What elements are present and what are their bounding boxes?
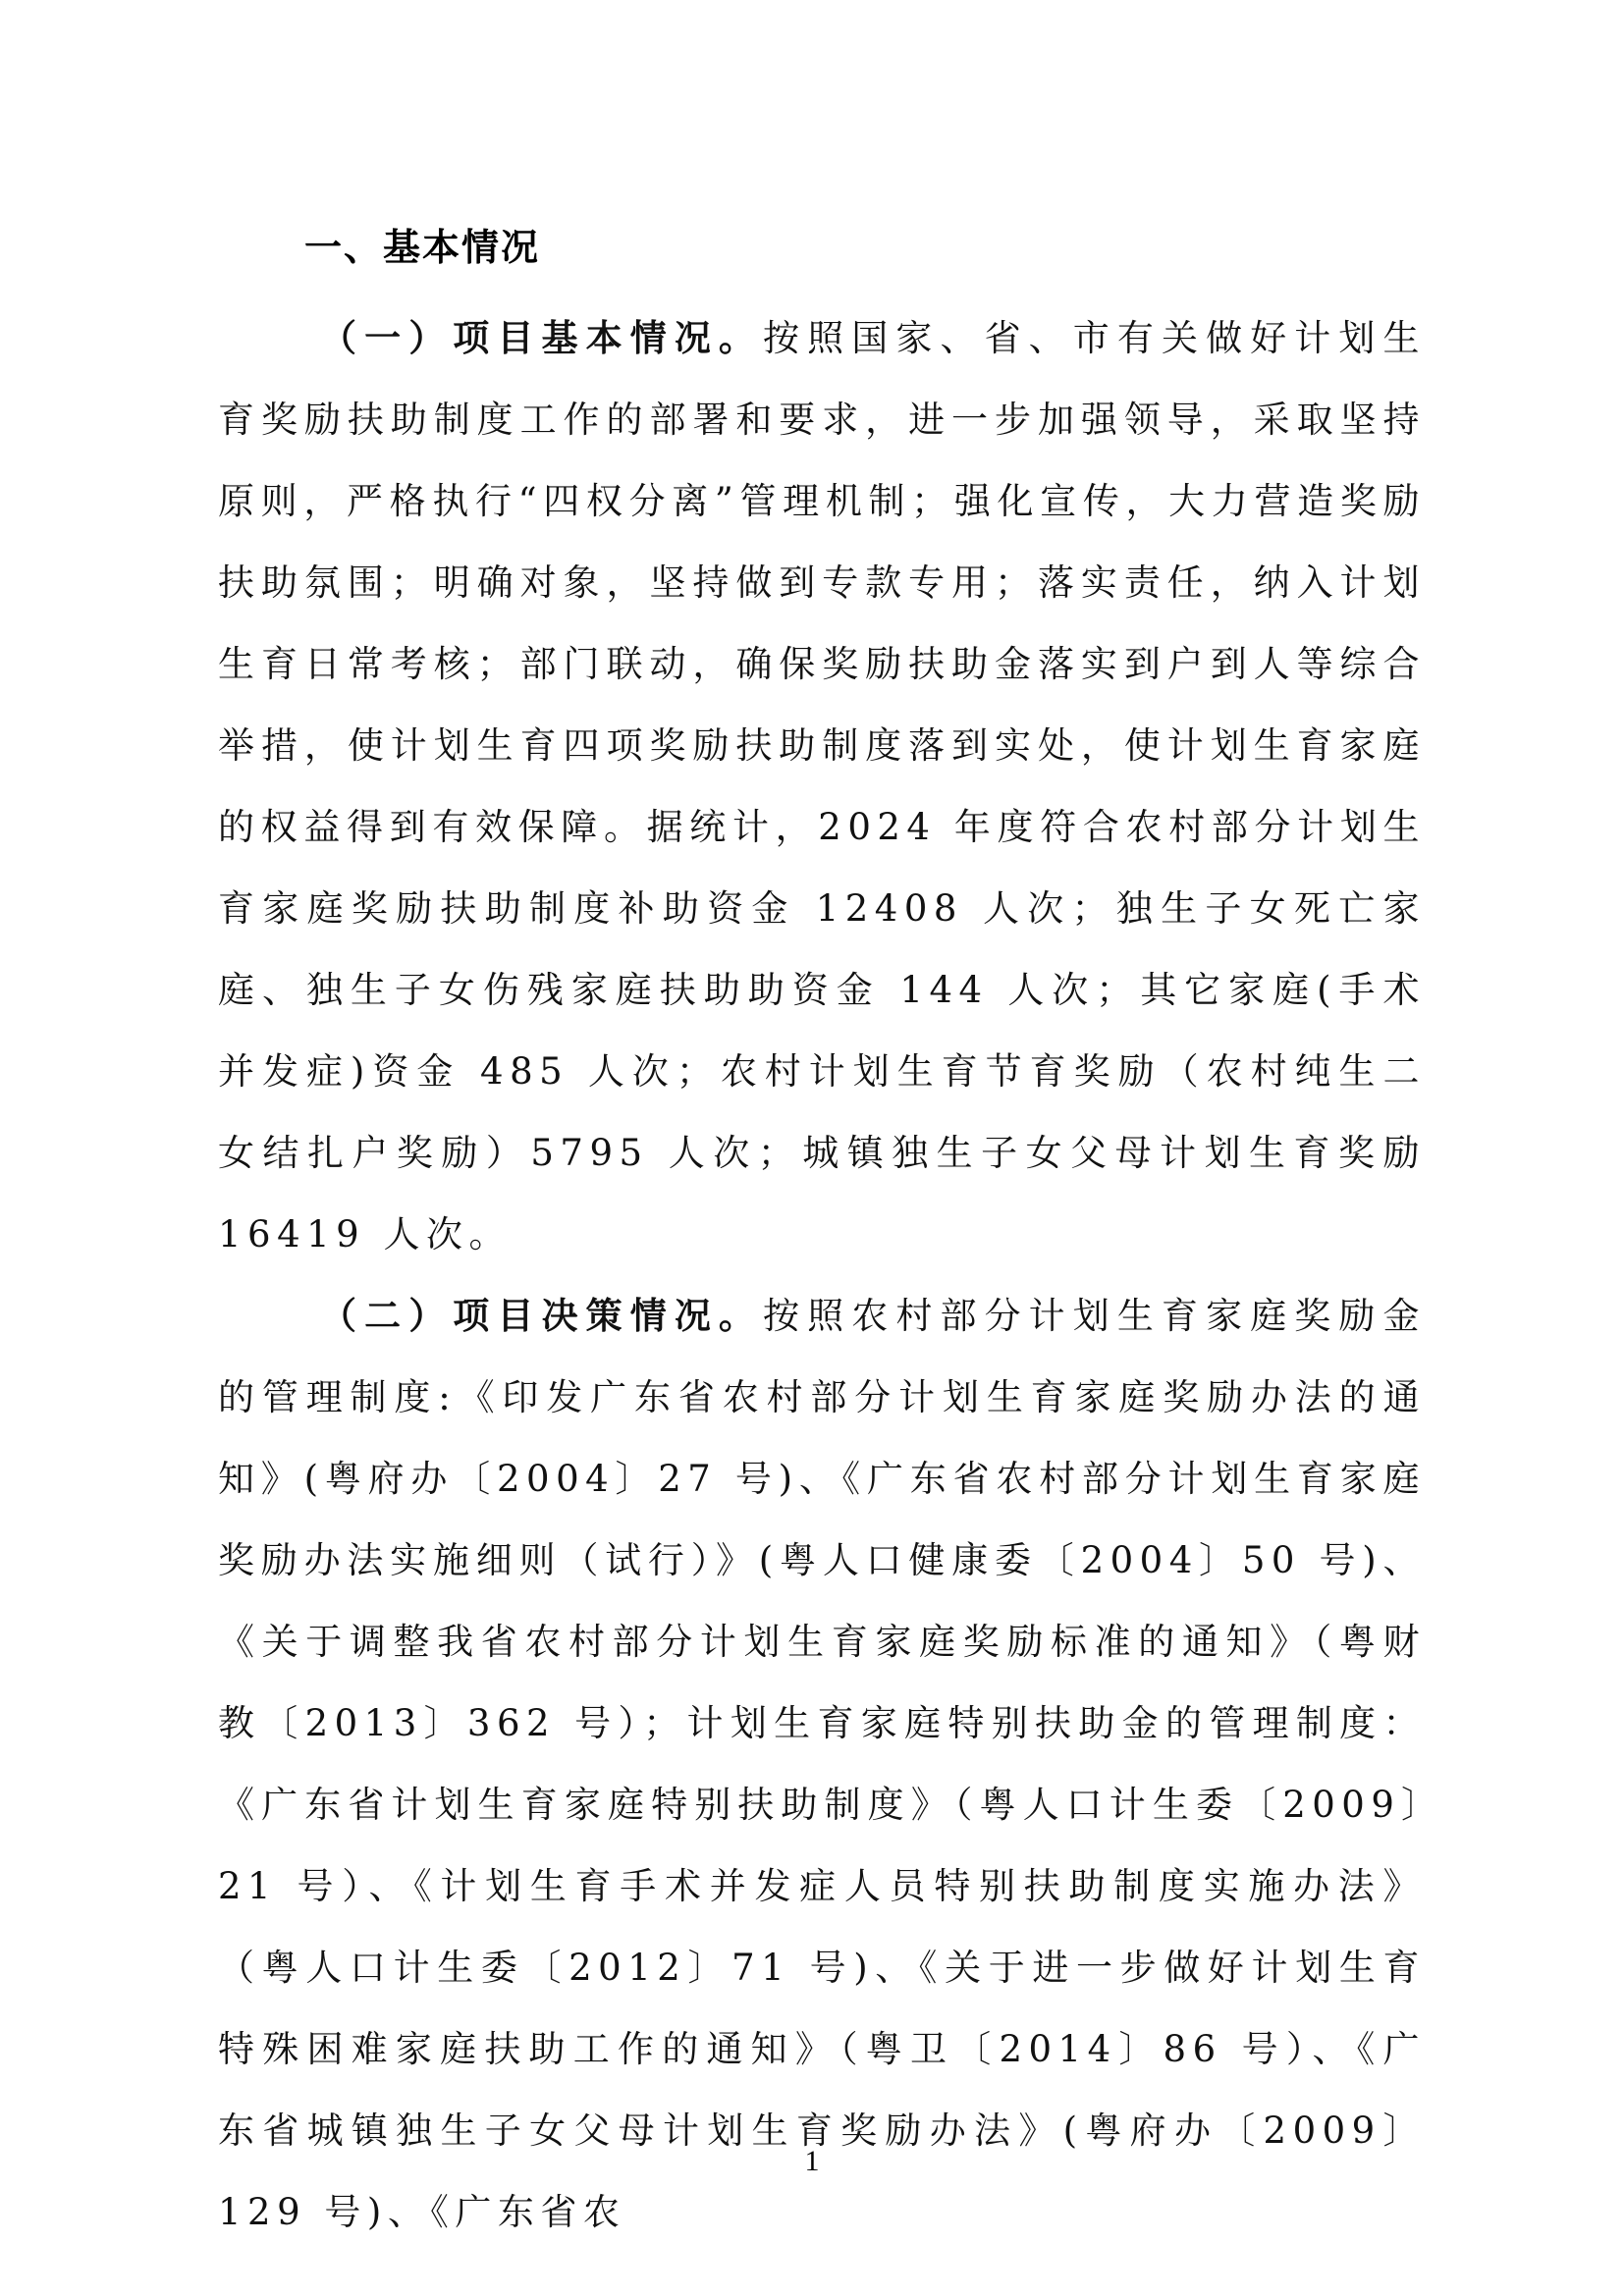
body-text (218, 297, 1426, 2253)
paragraph-text: 按照农村部分计划生育家庭奖励金的管理制度:《印发广东省农村部分计划生育家庭奖励办法的通知》(粤府办〔2004〕27 号)、《广东省农村部分计划生育家庭奖励办法实施细则（试行）》(粤人口健康委〔2004〕50 号)、《关于调整我省农村部分计划生育家庭奖励标准的通知》（粤财教〔2013〕362 号）；计划生育家庭特别扶助金的管理制度：《广东省计划生育家庭特别扶助制度》（粤人口计生委〔2009〕21 号）、《计划生育手术并发症人员特别扶助制度实施办法》（粤人口计生委〔2012〕71 号)、《关于进一步做好计划生育特殊困难家庭扶助工作的通知》（粤卫〔2014〕86 号）、《广东省城镇独生子女父母计划生育奖励办法》(粤府办〔2009〕129 号)、《广东省农 (218, 1295, 1427, 2233)
paragraph-lead: （二）项目决策情况。 (320, 1294, 764, 1337)
paragraph-project-decision (218, 1275, 1426, 2253)
paragraph-text: 按照国家、省、市有关做好计划生育奖励扶助制度工作的部署和要求，进一步加强领导，采取坚持原则，严格执行“四权分离”管理机制；强化宣传，大力营造奖励扶助氛围；明确对象，坚持做到专款专用；落实责任，纳入计划生育日常考核；部门联动，确保奖励扶助金落实到户到人等综合举措，使计划生育四项奖励扶助制度落到实处，使计划生育家庭的权益得到有效保障。据统计，2024 年度符合农村部分计划生育家庭奖励扶助制度补助资金 12408 人次；独生子女死亡家庭、独生子女伤残家庭扶助助资金 144 人次；其它家庭(手术并发症)资金 485 人次；农村计划生育节育奖励（农村纯生二女结扎户奖励）5795 人次；城镇独生子女父母计划生育奖励 16419 人次。 (218, 317, 1427, 1255)
page-number: 1 (804, 2145, 820, 2177)
paragraph-project-basic-info (218, 297, 1426, 1275)
section-heading: 一、基本情况 (304, 226, 541, 269)
paragraph-lead: （一）项目基本情况。 (320, 316, 764, 359)
